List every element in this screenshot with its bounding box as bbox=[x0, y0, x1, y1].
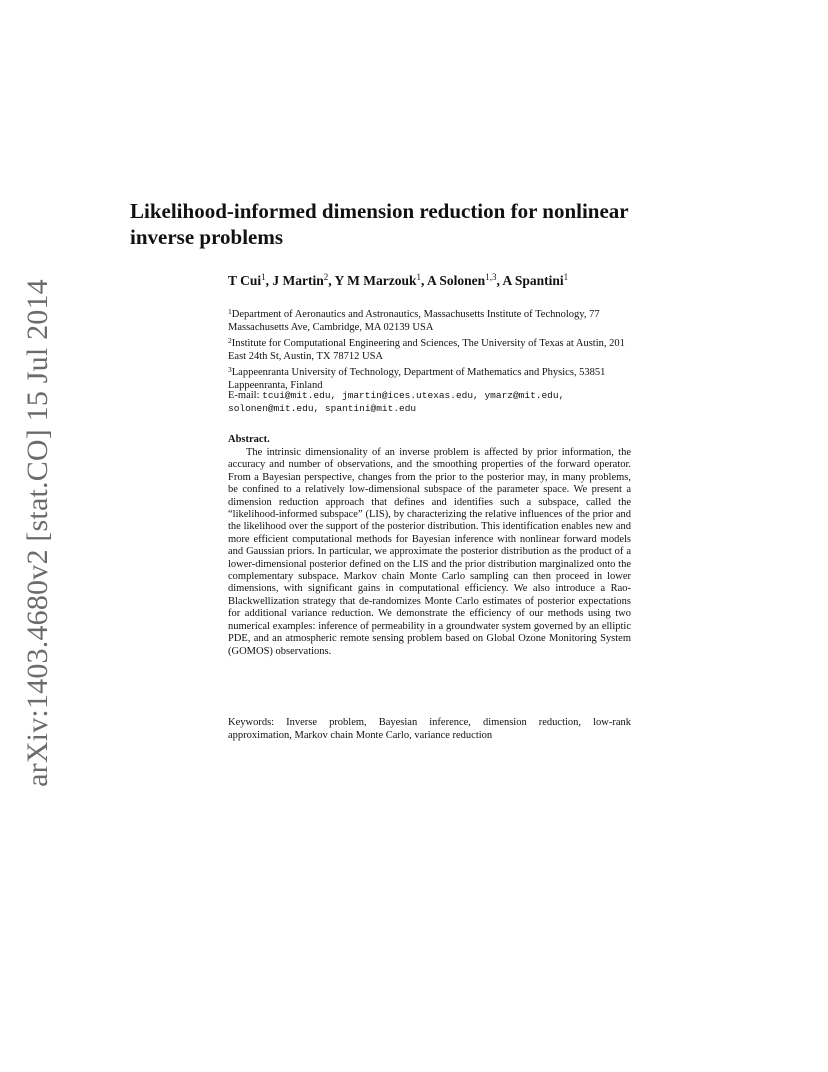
author: T Cui$^1$, bbox=[228, 272, 273, 288]
arxiv-stamp-text: arXiv:1403.4680v2 [stat.CO] 15 Jul 2014 bbox=[21, 279, 54, 787]
email-block bbox=[228, 389, 638, 415]
author: Y M Marzouk$^1$, bbox=[334, 272, 428, 288]
paper-title: Likelihood-informed dimension reduction for nonlinear inverse problems bbox=[130, 199, 629, 249]
affiliation: $^2$Institute for Computational Engineering and Sciences, The University of Texas at Austin, 201 East 24th St, Austin, TX 78712 USA bbox=[228, 336, 625, 362]
email-label: E-mail: bbox=[228, 390, 260, 401]
abstract-body: The intrinsic dimensionality of an inverse problem is affected by prior information, the accuracy and number of observations, and the smoothing properties of the forward operator. From a Bayesian perspective, changes from the prior to the posterior may, in many problems, be confined to a relatively low-dimensional subspace of the parameter space. We present a dimension reduction approach that defines and identifies such a subspace, called the “likelihood-informed subspace” (LIS), by characterizing the relative influences of the prior and the likelihood over the support of the posterior distribution. This identification enables new and more efficient computational methods for Bayesian inference with nonlinear forward models and Gaussian priors. In particular, we approximate the posterior distribution as the product of a lower-dimensional posterior defined on the LIS and the prior distribution marginalized onto the complementary subspace. Markov chain Monte Carlo sampling can then proceed in lower dimensions, with significant gains in computational efficiency. We also introduce a Rao-Blackwellization strategy that de-randomizes Monte Carlo estimates of posterior expectations for additional variance reduction. We demonstrate the efficiency of our methods using two numerical examples: inference of permeability in a groundwater system governed by an elliptic PDE, and an atmospheric remote sensing problem based on Global Ozone Monitoring System (GOMOS) observations. bbox=[228, 447, 631, 657]
affiliation: $^1$Department of Aeronautics and Astronautics, Massachusetts Institute of Technology, 77 Massachusetts Ave, Cambridge, MA 02139 USA bbox=[228, 307, 600, 333]
author: J Martin$^2$, bbox=[272, 272, 335, 288]
author-list bbox=[228, 268, 638, 290]
author: A Solonen$^{1,3}$, bbox=[427, 272, 503, 288]
author: A Spantini$^1$ bbox=[502, 272, 569, 288]
arxiv-stamp bbox=[18, 279, 58, 787]
affiliations bbox=[228, 305, 638, 392]
email-addresses: tcui@mit.edu, jmartin@ices.utexas.edu, ymarz@mit.edu, solonen@mit.edu, spantini@mit.edu bbox=[228, 390, 565, 414]
abstract-heading: Abstract. bbox=[228, 434, 270, 445]
affiliation: $^3$Lappeenranta University of Technology, Department of Mathematics and Physics, 53851 Lappeenranta, Finland bbox=[228, 365, 606, 391]
keywords: Keywords: Inverse problem, Bayesian inference, dimension reduction, low-rank approximation, Markov chain Monte Carlo, variance reduction bbox=[228, 717, 631, 741]
